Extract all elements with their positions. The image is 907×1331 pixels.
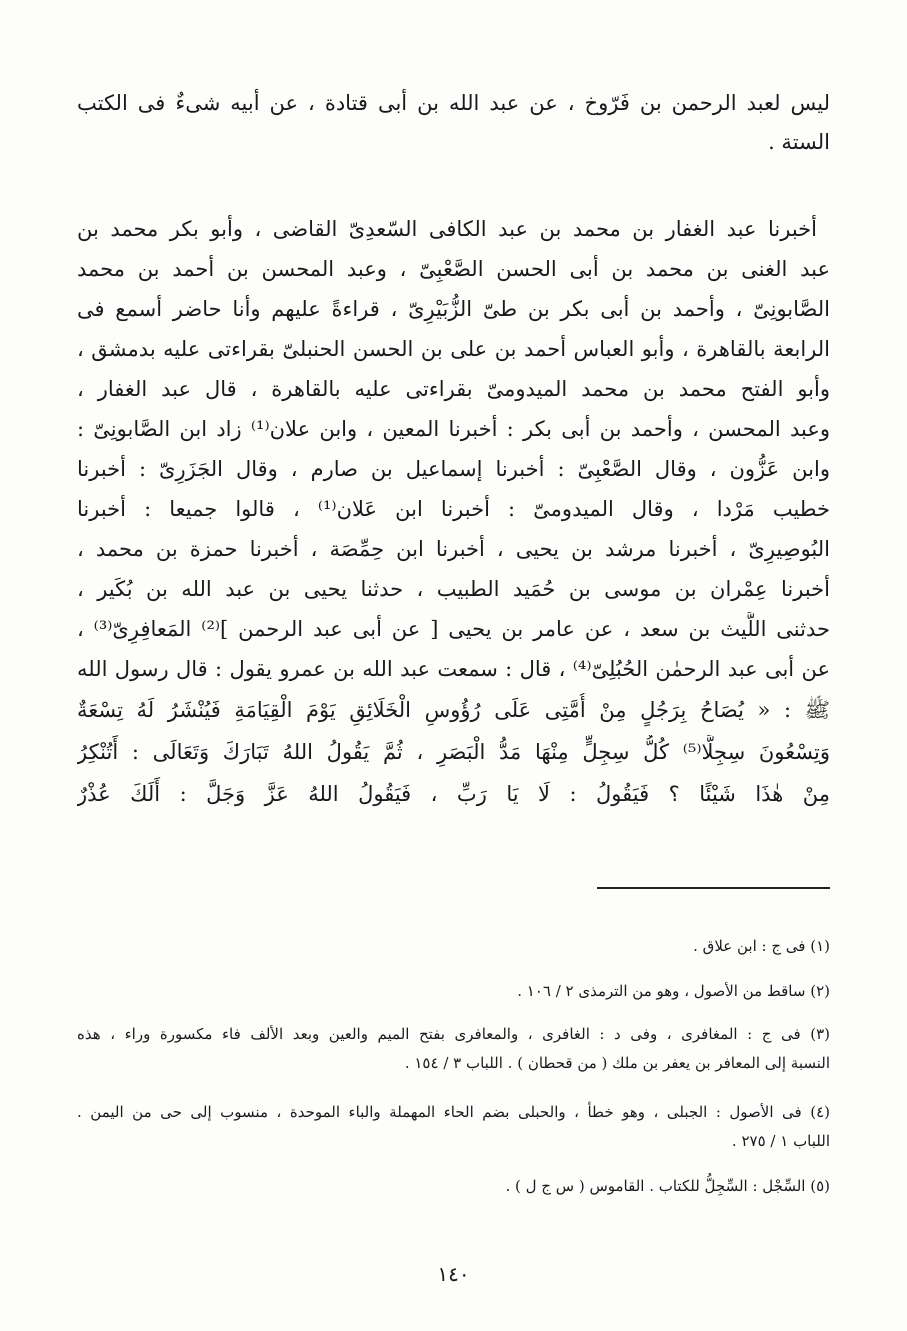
text-line: وعبد المحسن ، وأحمد بن أبى بكر : أخبرنا المعين ، وابن علان⁽¹⁾ زاد ابن الصَّابونِىّ :	[77, 417, 830, 441]
footnote-4-line-2: اللباب ١ / ٢٧٥ .	[731, 1132, 830, 1150]
footnote-3-line-1: (٣) فى ج : المغافرى ، وفى د : الغافرى ، والمعافرى بفتح الميم والعين وبعد الألف فاء مكسورة وراء ، هذه	[77, 1025, 830, 1043]
text-line: الرابعة بالقاهرة ، وأبو العباس أحمد بن على بن الحسن الحنبلىّ بقراءتى عليه بدمشق ،	[77, 337, 830, 361]
text-line: وابن عَزُّون ، وقال الصَّعْبِىّ : أخبرنا إسماعيل بن صارم ، وقال الجَزَرِىّ : أخبرنا	[77, 457, 830, 481]
text-line: أخبرنا عبد الغفار بن محمد بن عبد الكافى السّعدِىّ القاضى ، وأبو بكر محمد بن	[77, 217, 817, 241]
text-line: ليس لعبد الرحمن بن فَرّوخ ، عن عبد الله بن أبى قتادة ، عن أبيه شىءٌ فى الكتب	[77, 91, 830, 115]
text-line: ﷺ : « يُصَاحُ بِرَجُلٍ مِنْ أُمَّتِى عَلَى رُؤُوسِ الْخَلَائِقِ يَوْمَ الْقِيَامَةِ فَيُنْشَرُ لَهُ تِسْعَةٌ	[77, 698, 830, 722]
text-line: أخبرنا عِمْران بن موسى بن حُمَيد الطبيب ، حدثنا يحيى بن عبد الله بن بُكَير ،	[77, 577, 830, 601]
text-line: عن أبى عبد الرحمٰن الحُبُلِىّ⁽⁴⁾ ، قال : سمعت عبد الله بن عمرو يقول : قال رسول الله	[77, 657, 830, 681]
text-line: مِنْ هٰذَا شَيْئًا ؟ فَيَقُولُ : لَا يَا رَبِّ ، فَيَقُولُ اللهُ عَزَّ وَجَلَّ : أَلَكَ عُذْرٌ	[77, 782, 830, 806]
text-line: عبد الغنى بن محمد بن أبى الحسن الصَّعْبِىّ ، وعبد المحسن بن أحمد بن محمد	[77, 257, 830, 281]
text-line: الصَّابونِىّ ، وأحمد بن أبى بكر بن طىّ الزُّبَيْرِىّ ، قراءةً عليهم وأنا حاضر أسمع فى	[77, 297, 830, 321]
footnote-4-line-1: (٤) فى الأصول : الجبلى ، وهو خطأ ، والحبلى بضم الحاء المهملة والباء الموحدة ، منسوب إلى حى من اليمن .	[77, 1103, 830, 1121]
footnote-separator	[597, 887, 830, 889]
page-number: ١٤٠	[437, 1262, 470, 1286]
text-line: خطيب مَرْدا ، وقال الميدومىّ : أخبرنا ابن عَلان⁽¹⁾ ، قالوا جميعا : أخبرنا	[77, 497, 830, 521]
text-line: وَتِسْعُونَ سِجِلًّا⁽⁵⁾ كُلُّ سِجِلٍّ مِنْهَا مَدُّ الْبَصَرِ ، ثُمَّ يَقُولُ اللهُ تَبَارَكَ وَتَعَالَى : أَتُنْكِرُ	[77, 740, 830, 764]
text-line: وأبو الفتح محمد بن محمد الميدومىّ بقراءتى عليه بالقاهرة ، قال عبد الغفار ،	[77, 377, 830, 401]
footnote-5: (٥) السِّجْل : السِّجِلُّ للكتاب . القاموس ( س ج ل ) .	[505, 1177, 830, 1195]
footnote-3-line-2: النسبة إلى المعافر بن يعفر بن ملك ( من قحطان ) . اللباب ٣ / ١٥٤ .	[404, 1054, 830, 1072]
text-line: حدثنى اللَّيث بن سعد ، عن عامر بن يحيى [ عن أبى عبد الرحمن ]⁽²⁾ المَعافِرِىّ⁽³⁾ ،	[77, 617, 830, 641]
text-line: الستة .	[768, 130, 830, 154]
text-line: البُوصِيرِىّ ، أخبرنا مرشد بن يحيى ، أخبرنا ابن حِمِّصَة ، أخبرنا حمزة بن محمد ،	[77, 537, 830, 561]
footnote-2: (٢) ساقط من الأصول ، وهو من الترمذى ٢ / ١٠٦ .	[517, 982, 830, 1000]
footnote-1: (١) فى ج : ابن علاق .	[693, 937, 830, 955]
